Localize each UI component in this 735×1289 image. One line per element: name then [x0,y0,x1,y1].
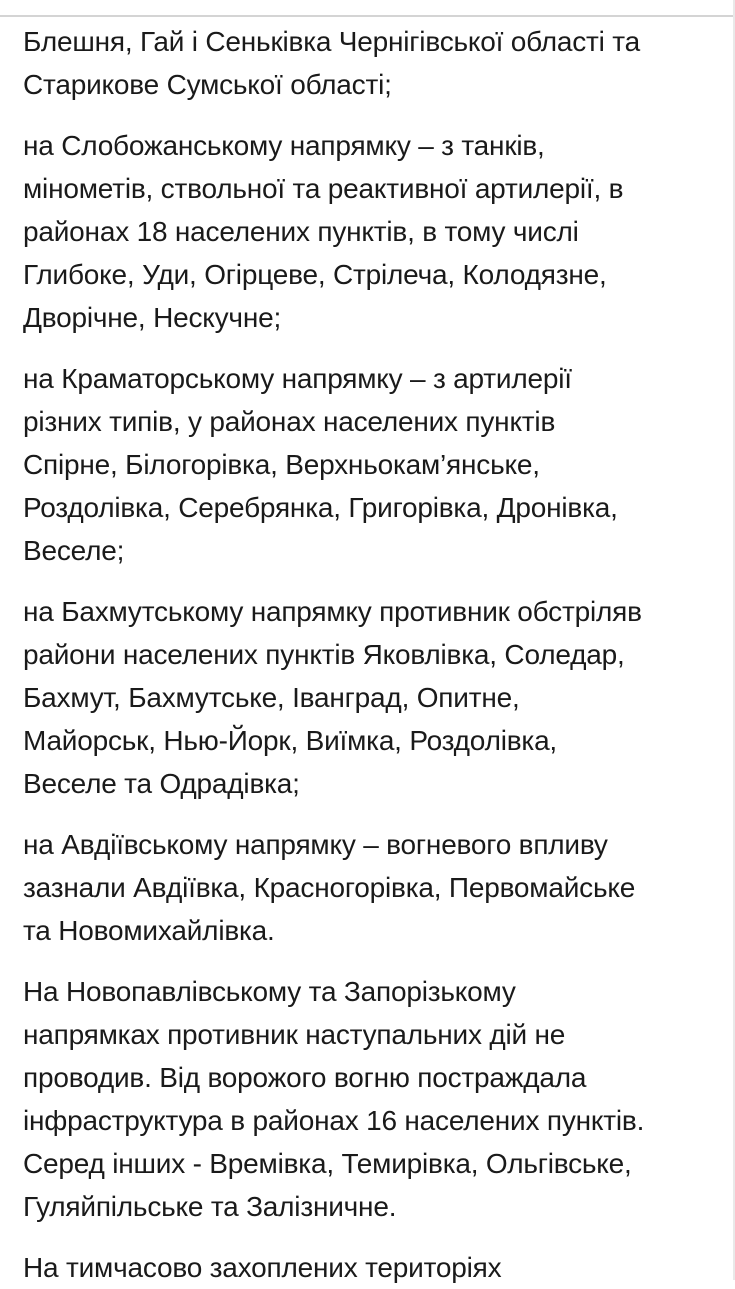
paragraph [23,970,711,1228]
report-scroll-area[interactable] [0,20,735,1289]
paragraph [23,590,711,805]
paragraph [23,124,711,339]
text-line: на Бахмутському напрямку противник обстріляв [23,596,642,627]
text-line: Дворічне, Нескучне; [23,302,282,333]
paragraph [23,823,711,952]
text-line: Бахмут, Бахмутське, Іванград, Опитне, [23,682,520,713]
text-line: та Новомихайлівка. [23,915,275,946]
paragraph [23,1246,711,1289]
text-line: Майорськ, Нью-Йорк, Виїмка, Роздолівка, [23,725,558,756]
text-line: на Краматорському напрямку – з артилерії [23,363,572,394]
text-line: на Авдіївському напрямку – вогневого впливу [23,829,608,860]
text-line: районах 18 населених пунктів, в тому числі [23,216,579,247]
text-line: зазнали Авдіївка, Красногорівка, Первомайське [23,872,636,903]
paragraph [23,20,711,106]
text-line: Веселе; [23,535,125,566]
text-line: Гуляйпільське та Залізничне. [23,1191,397,1222]
text-line: Глибоке, Уди, Огірцеве, Стрілеча, Колодязне, [23,259,607,290]
text-line: Роздолівка, Серебрянка, Григорівка, Дронівка, [23,492,618,523]
text-line: напрямках противник наступальних дій не [23,1019,566,1050]
text-line: Веселе та Одрадівка; [23,768,300,799]
text-line: На тимчасово захоплених територіях [23,1252,502,1283]
text-line: різних типів, у районах населених пунктів [23,406,556,437]
text-line: проводив. Від ворожого вогню постраждала [23,1062,587,1093]
text-line: райони населених пунктів Яковлівка, Соледар, [23,639,625,670]
paragraph [23,357,711,572]
header-divider [0,15,735,17]
text-line: мінометів, ствольної та реактивної артилерії, в [23,173,624,204]
text-line: На Новопавлівському та Запорізькому [23,976,516,1007]
text-line: Серед інших - Времівка, Темирівка, Ольгівське, [23,1148,632,1179]
text-line: Спірне, Білогорівка, Верхньокам’янське, [23,449,540,480]
top-spacer [0,0,735,15]
text-line: на Слобожанському напрямку – з танків, [23,130,545,161]
text-line: Старикове Сумської області; [23,69,392,100]
text-line: Блешня, Гай і Сеньківка Чернігівської області та [23,26,640,57]
text-line: інфраструктура в районах 16 населених пунктів. [23,1105,645,1136]
